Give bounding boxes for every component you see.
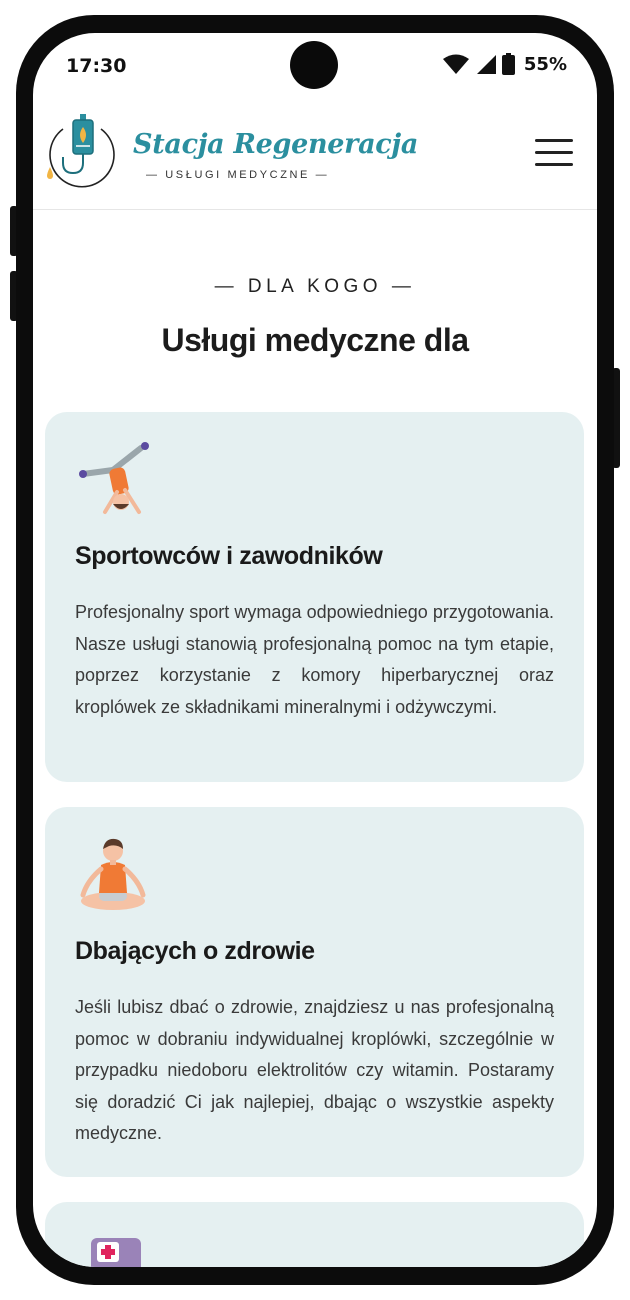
brand-tagline: — USŁUGI MEDYCZNE — [146, 169, 330, 181]
card-title: Dbających o zdrowie [75, 937, 315, 965]
front-camera [290, 41, 338, 89]
status-bar [33, 33, 597, 103]
medical-kit-icon [89, 1236, 145, 1267]
card-description: Jeśli lubisz dbać o zdrowie, znajdziesz u nas profesjonalną pomoc w dobraniu indywidualnej kroplówki, szczególnie w przypadku niedoboru elektrolitów czy witamin. Postaramy się doradzić Ci jak najlepiej, dbając o wszystkie aspekty medyczne. [75, 997, 554, 1143]
wifi-icon [442, 53, 470, 75]
signal-icon [475, 53, 497, 75]
section-title: Usługi medyczne dla [161, 322, 469, 358]
menu-line [535, 139, 573, 142]
status-time: 17:30 [66, 55, 127, 77]
brand-name[interactable]: Stacja Regeneracja [133, 129, 419, 160]
menu-line [535, 163, 573, 166]
card-title: Sportowców i zawodników [75, 542, 383, 570]
iv-drip-logo-icon[interactable] [43, 113, 123, 193]
hamburger-menu-button[interactable] [535, 139, 573, 167]
battery-icon [502, 53, 515, 75]
status-icons [442, 53, 567, 75]
cartwheel-icon [73, 440, 163, 520]
phone-frame [16, 15, 614, 1285]
section-eyebrow: — DLA KOGO — [214, 276, 416, 297]
screen [33, 33, 597, 1267]
service-card-partial [45, 1202, 584, 1267]
menu-line [535, 151, 573, 154]
meditation-icon [73, 835, 153, 915]
site-header [33, 103, 597, 210]
card-description: Profesjonalny sport wymaga odpowiedniego przygotowania. Nasze usługi stanowią profesjonalną pomoc na tym etapie, poprzez korzystanie z komory hiperbarycznej oraz kroplówek ze składnikami mineralnymi i odżywczymi. [75, 602, 554, 717]
service-card-athletes [45, 412, 584, 782]
battery-percentage: 55% [523, 53, 567, 75]
service-card-health [45, 807, 584, 1177]
